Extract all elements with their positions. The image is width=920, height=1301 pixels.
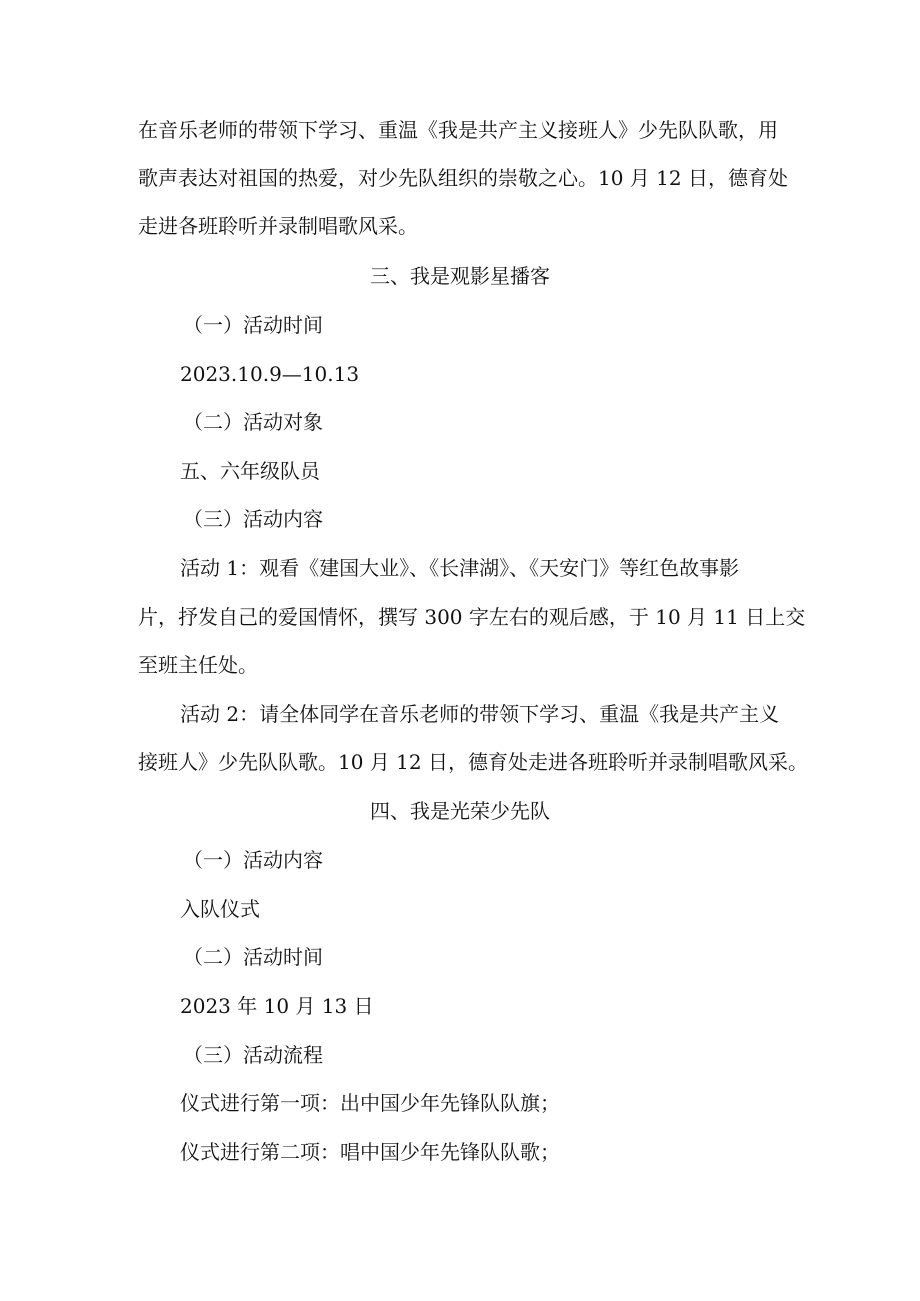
paragraph-line: 活动 2：请全体同学在音乐老师的带领下学习、重温《我是共产主义 (180, 702, 780, 726)
paragraph-line: 入队仪式 (180, 897, 260, 921)
section-heading: 三、我是观影星播客 (370, 264, 550, 288)
subsection-heading: （二）活动对象 (183, 410, 323, 434)
subsection-heading: （一）活动时间 (183, 313, 323, 337)
paragraph-line: 走进各班聆听并录制唱歌风采。 (138, 214, 418, 238)
subsection-heading: （三）活动内容 (183, 507, 323, 531)
paragraph-line: 仪式进行第二项：唱中国少年先锋队队歌； (180, 1140, 560, 1164)
paragraph-line: 歌声表达对祖国的热爱，对少先队组织的崇敬之心。10 月 12 日，德育处 (138, 166, 788, 190)
paragraph-line: 2023.10.9—10.13 (180, 362, 360, 386)
subsection-heading: （一）活动内容 (183, 848, 323, 872)
paragraph-line: 片，抒发自己的爱国情怀，撰写 300 字左右的观后感，于 10 月 11 日上交 (138, 605, 806, 629)
paragraph-line: 在音乐老师的带领下学习、重温《我是共产主义接班人》少先队队歌，用 (138, 118, 778, 142)
paragraph-line: 仪式进行第一项：出中国少年先锋队队旗； (180, 1091, 560, 1115)
subsection-heading: （三）活动流程 (183, 1043, 323, 1067)
paragraph-line: 五、六年级队员 (180, 459, 320, 483)
paragraph-line: 活动 1：观看《建国大业》、《长津湖》、《天安门》等红色故事影 (180, 556, 740, 580)
subsection-heading: （二）活动时间 (183, 945, 323, 969)
paragraph-line: 2023 年 10 月 13 日 (180, 994, 374, 1018)
paragraph-line: 至班主任处。 (138, 653, 258, 677)
paragraph-line: 接班人》少先队队歌。10 月 12 日，德育处走进各班聆听并录制唱歌风采。 (138, 750, 808, 774)
section-heading: 四、我是光荣少先队 (370, 799, 550, 823)
